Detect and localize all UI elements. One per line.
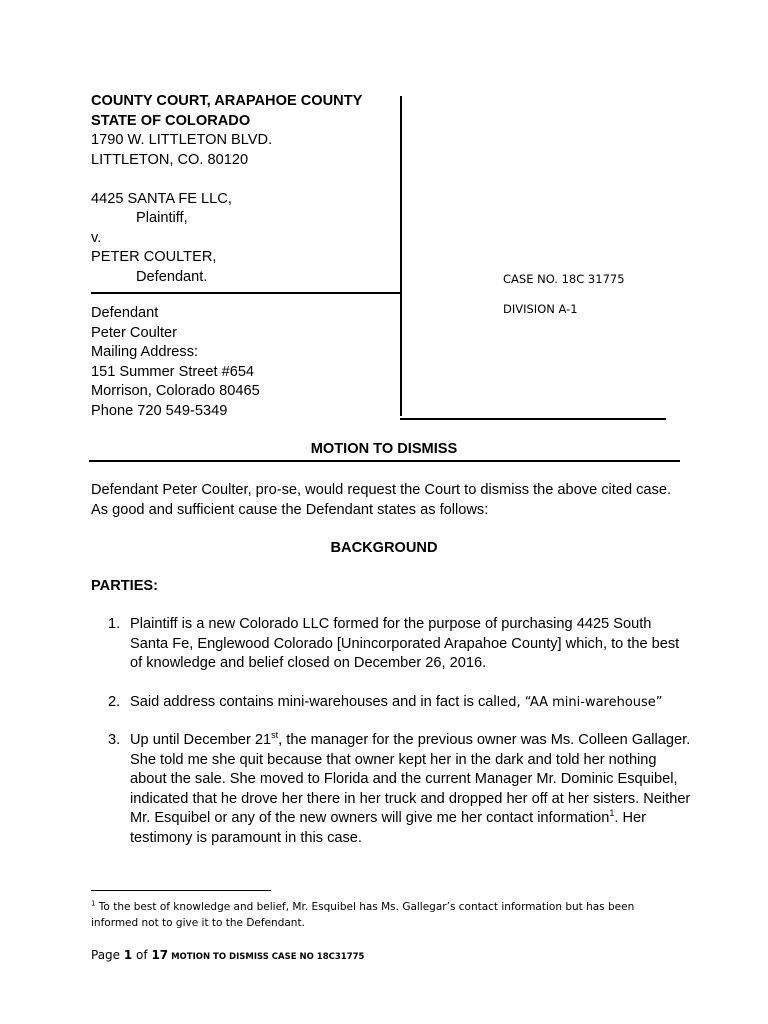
footnote-marker: 1 [91, 899, 96, 908]
list-item-number: 1. [108, 616, 121, 632]
page-total: 17 [151, 948, 169, 962]
intro-paragraph: Defendant Peter Coulter, pro-se, would request the Court to dismiss the above cited case. As good and sufficient cause the Defendant states as follows: [91, 482, 672, 518]
caption-horizontal-divider [91, 292, 400, 294]
caption-vertical-divider [400, 96, 402, 416]
footnote [91, 899, 681, 931]
footnote-text: To the best of knowledge and belief, Mr. Esquibel has Ms. Gallegar’s contact information but has been informed not to give it to the Defendant. [91, 901, 635, 929]
list-item [91, 693, 691, 713]
background-heading: BACKGROUND [330, 540, 438, 556]
phone: Phone 720 549-5349 [91, 402, 228, 419]
list-item [91, 615, 691, 674]
footer-doc-label: MOTION TO DISMISS CASE NO 18C31775 [168, 952, 365, 962]
list-item-number: 2. [108, 694, 121, 710]
list-item-text: Up until December 21st, the manager for the previous owner was Ms. Colleen Gallager. She told me she quit because that owner kept her in the dark and told her nothing about the sale. She moved to Florida and the current Manager Mr. Dominic Esquibel, indicated that he drove her there in her truck and dropped her off at her sisters. Neither Mr. Esquibel or any of the new owners will give me her contact information$^1$. Her testimony is paramount in this case. [130, 730, 691, 846]
defendant-full-name: Peter Coulter [91, 324, 177, 341]
court-address-city: LITTLETON, CO. 80120 [91, 151, 249, 168]
mailing-address-label: Mailing Address: [91, 344, 199, 360]
defendant-name: PETER COULTER, [91, 249, 217, 265]
mailing-city: Morrison, Colorado 80465 [91, 383, 260, 399]
caption-block [91, 92, 391, 287]
motion-title: MOTION TO DISMISS [310, 441, 458, 457]
court-state: STATE OF COLORADO [91, 112, 251, 129]
case-number: CASE NO. 18C 31775 [503, 272, 625, 286]
plaintiff-name: 4425 SANTA FE LLC, [91, 190, 232, 207]
list-item-text: Plaintiff is a new Colorado LLC formed for the purpose of purchasing 4425 South Santa Fe, Englewood Colorado [Unincorporated Arapahoe County] which, to the best of knowledge and belief closed on December 26, 2016. [130, 616, 680, 671]
page-number: 1 [123, 948, 133, 962]
defendant-role: Defendant. [136, 268, 208, 285]
plaintiff-role: Plaintiff, [136, 210, 188, 226]
versus: v. [91, 229, 102, 246]
caption-bottom-divider [400, 418, 666, 420]
list-item-number: 3. [108, 732, 121, 748]
footnote-reference[interactable]: 1 [609, 808, 615, 819]
list-item [91, 731, 691, 848]
court-name: COUNTY COURT, ARAPAHOE COUNTY [91, 93, 363, 109]
page-footer [91, 944, 364, 963]
defendant-contact-block [91, 304, 391, 421]
footnote-rule [91, 890, 271, 891]
page-word: Page [91, 948, 124, 962]
court-address-street: 1790 W. LITTLETON BLVD. [91, 132, 273, 148]
parties-heading: PARTIES: [91, 578, 159, 594]
list-item-text: Said address contains mini-warehouses and in fact is called, “AA mini-warehouse” [130, 694, 663, 710]
division: DIVISION A-1 [503, 302, 578, 316]
defendant-label: Defendant [91, 305, 159, 321]
mailing-street: 151 Summer Street #654 [91, 363, 255, 380]
title-divider [89, 460, 680, 462]
of-word: of [132, 948, 152, 962]
